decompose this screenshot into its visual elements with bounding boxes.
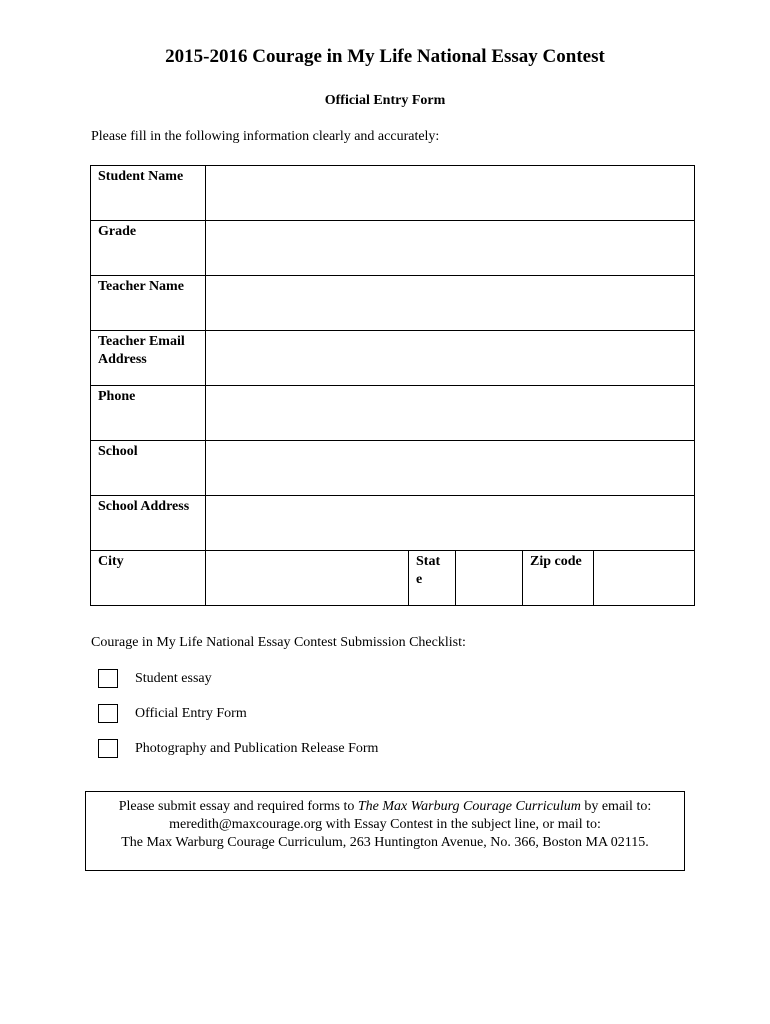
phone-field[interactable] — [206, 386, 695, 441]
form-instructions: Please fill in the following information clearly and accurately: — [91, 129, 440, 144]
teacher-name-row — [91, 276, 695, 331]
checklist-item-label: Official Entry Form — [135, 706, 247, 721]
school-field[interactable] — [206, 441, 695, 496]
page-title: 2015-2016 Courage in My Life National Essay Contest — [165, 46, 605, 67]
checklist-item-label: Photography and Publication Release Form — [135, 741, 379, 756]
submission-notice — [85, 791, 685, 871]
teacher-email-row — [91, 331, 695, 386]
school-address-label: School Address — [91, 496, 206, 551]
grade-label: Grade — [91, 221, 206, 276]
teacher-email-label — [91, 331, 206, 386]
phone-row — [91, 386, 695, 441]
release-form-checkbox[interactable] — [98, 739, 118, 758]
student-name-row — [91, 166, 695, 221]
state-field[interactable] — [456, 551, 523, 606]
curriculum-name: The Max Warburg Courage Curriculum — [357, 799, 581, 814]
student-essay-checkbox[interactable] — [98, 669, 118, 688]
checklist-item-student-essay — [98, 669, 212, 689]
student-name-label: Student Name — [91, 166, 206, 221]
state-label — [409, 551, 456, 606]
school-address-row — [91, 496, 695, 551]
zip-field[interactable] — [594, 551, 695, 606]
notice-line-1-start: Please submit essay and required forms to — [118, 799, 358, 814]
checklist-item-entry-form — [98, 704, 247, 724]
zip-label: Zip code — [523, 551, 594, 606]
school-row — [91, 441, 695, 496]
notice-line-1-end: by email to: — [580, 799, 652, 814]
checklist-item-label: Student essay — [135, 671, 212, 686]
teacher-email-field[interactable] — [206, 331, 695, 386]
state-label-line1: Stat — [416, 554, 441, 569]
form-subtitle: Official Entry Form — [324, 93, 446, 108]
city-state-zip-row — [91, 551, 695, 606]
city-field[interactable] — [206, 551, 409, 606]
city-label: City — [91, 551, 206, 606]
entry-form-checkbox[interactable] — [98, 704, 118, 723]
teacher-name-field[interactable] — [206, 276, 695, 331]
phone-label: Phone — [91, 386, 206, 441]
grade-row — [91, 221, 695, 276]
school-label: School — [91, 441, 206, 496]
notice-line-3: The Max Warburg Courage Curriculum, 263 Huntington Avenue, No. 366, Boston MA 02115. — [121, 835, 649, 850]
school-address-field[interactable] — [206, 496, 695, 551]
notice-line-2: meredith@maxcourage.org with Essay Contest in the subject line, or mail to: — [169, 817, 601, 832]
teacher-email-label-line2: Address — [98, 352, 147, 367]
grade-field[interactable] — [206, 221, 695, 276]
state-label-line2: e — [416, 572, 423, 587]
student-name-field[interactable] — [206, 166, 695, 221]
teacher-name-label: Teacher Name — [91, 276, 206, 331]
checklist-title: Courage in My Life National Essay Contest Submission Checklist: — [91, 635, 466, 650]
entry-form-table — [90, 165, 695, 606]
teacher-email-label-line1: Teacher Email — [98, 334, 185, 349]
checklist-item-release-form — [98, 739, 378, 759]
notice-line-1 — [86, 798, 684, 816]
